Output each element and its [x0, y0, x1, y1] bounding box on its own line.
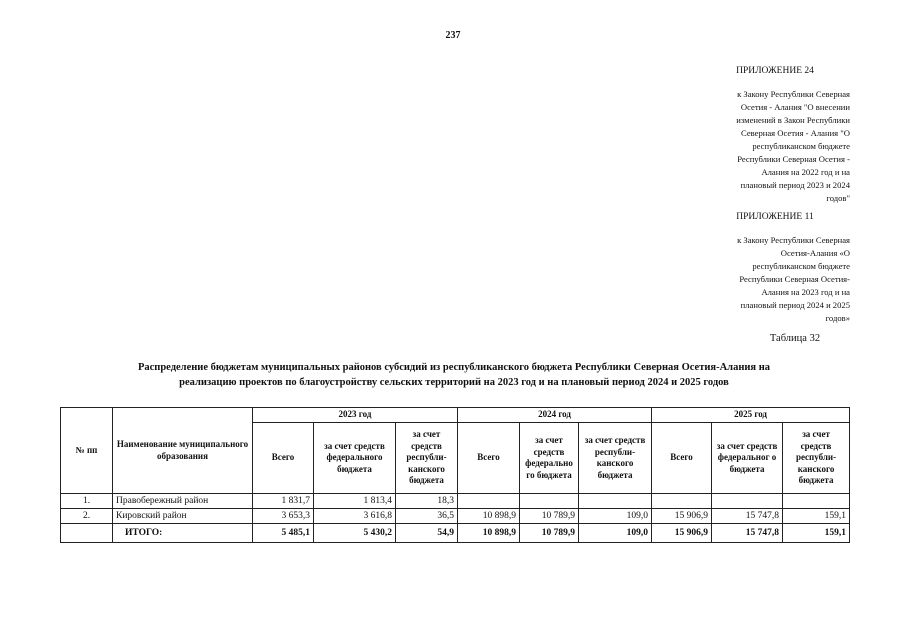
header-2023-total: Всего	[253, 423, 314, 494]
appendix-11-line: Алания на 2023 год и на	[761, 287, 850, 297]
appendix-11-line: плановый период 2024 и 2025	[740, 300, 850, 310]
total-2024-federal: 10 789,9	[520, 524, 579, 543]
appendix-24-line: республиканском бюджете	[752, 141, 850, 151]
appendix-11-line: республиканском бюджете	[752, 261, 850, 271]
table-row	[61, 494, 850, 509]
cell-2025-federal: 15 747,8	[712, 509, 783, 524]
header-2024-republic: за счет средств республи-канского бюджета	[579, 423, 652, 494]
appendix-11-line: годов»	[825, 313, 850, 323]
cell-2024-total: 10 898,9	[458, 509, 520, 524]
document-title-line: реализацию проектов по благоустройству сельских территорий на 2023 год и на плановый период 2024 и 2025 годов	[179, 377, 729, 388]
row-name: Правобережный район	[113, 494, 253, 509]
total-2023-total: 5 485,1	[253, 524, 314, 543]
appendix-24-line: Алания на 2022 год и на	[761, 167, 850, 177]
total-row	[61, 524, 850, 543]
header-2025-total: Всего	[652, 423, 712, 494]
appendix-24-line: Республики Северная Осетия -	[737, 154, 850, 164]
total-2023-federal: 5 430,2	[314, 524, 396, 543]
cell-2025-total: 15 906,9	[652, 509, 712, 524]
total-index	[61, 524, 113, 543]
document-title	[60, 360, 848, 390]
table-row	[61, 509, 850, 524]
appendix-24-text	[700, 88, 850, 205]
cell-2024-federal	[520, 494, 579, 509]
page-number: 237	[445, 30, 461, 41]
total-2024-republic: 109,0	[579, 524, 652, 543]
cell-2023-federal: 3 616,8	[314, 509, 396, 524]
header-year-2025: 2025 год	[652, 408, 850, 423]
appendix-11-line: к Закону Республики Северная	[737, 235, 850, 245]
document-title-line: Распределение бюджетам муниципальных районов субсидий из республиканского бюджета Республики Северная Осетия-Алания на	[137, 362, 771, 373]
subsidy-table	[60, 407, 850, 543]
cell-2023-republic: 36,5	[396, 509, 458, 524]
appendix-24-title: ПРИЛОЖЕНИЕ 24	[736, 66, 814, 76]
cell-2025-total	[652, 494, 712, 509]
cell-2025-republic	[783, 494, 850, 509]
cell-2023-republic: 18,3	[396, 494, 458, 509]
appendix-24-line: к Закону Республики Северная	[737, 89, 850, 99]
cell-2023-federal: 1 813,4	[314, 494, 396, 509]
header-year-2024: 2024 год	[458, 408, 652, 423]
total-2025-republic: 159,1	[783, 524, 850, 543]
row-index: 2.	[61, 509, 113, 524]
appendix-11-title: ПРИЛОЖЕНИЕ 11	[736, 212, 814, 222]
cell-2024-republic	[579, 494, 652, 509]
appendix-24-line: годов"	[826, 193, 850, 203]
header-2025-federal: за счет средств федеральног о бюджета	[712, 423, 783, 494]
row-index: 1.	[61, 494, 113, 509]
table-label: Таблица 32	[769, 333, 821, 344]
header-2023-republic: за счет средств республи-канского бюджета	[396, 423, 458, 494]
header-2023-federal: за счет средств федерального бюджета	[314, 423, 396, 494]
header-2025-republic: за счет средств республи-канского бюджета	[783, 423, 850, 494]
header-2024-total: Всего	[458, 423, 520, 494]
total-label: ИТОГО:	[113, 524, 253, 543]
header-year-2023: 2023 год	[253, 408, 458, 423]
cell-2024-republic: 109,0	[579, 509, 652, 524]
header-2024-federal: за счет средств федерально го бюджета	[520, 423, 579, 494]
appendix-24-line: изменений в Закон Республики	[736, 115, 850, 125]
appendix-11-text	[700, 234, 850, 325]
cell-2025-federal	[712, 494, 783, 509]
cell-2023-total: 1 831,7	[253, 494, 314, 509]
appendix-11-line: Республики Северная Осетия-	[739, 274, 850, 284]
cell-2023-total: 3 653,3	[253, 509, 314, 524]
cell-2024-total	[458, 494, 520, 509]
appendix-11-line: Осетия-Алания «О	[780, 248, 850, 258]
total-2023-republic: 54,9	[396, 524, 458, 543]
appendix-24-line: плановый период 2023 и 2024	[740, 180, 850, 190]
cell-2025-republic: 159,1	[783, 509, 850, 524]
total-2025-federal: 15 747,8	[712, 524, 783, 543]
header-name: Наименование муниципального образования	[113, 408, 253, 494]
row-name: Кировский район	[113, 509, 253, 524]
appendix-24-line: Осетия - Алания "О внесении	[740, 102, 850, 112]
appendix-24-line: Северная Осетия - Алания "О	[740, 128, 850, 138]
total-2025-total: 15 906,9	[652, 524, 712, 543]
header-index: № пп	[61, 408, 113, 494]
total-2024-total: 10 898,9	[458, 524, 520, 543]
cell-2024-federal: 10 789,9	[520, 509, 579, 524]
header-row-years	[61, 408, 850, 423]
